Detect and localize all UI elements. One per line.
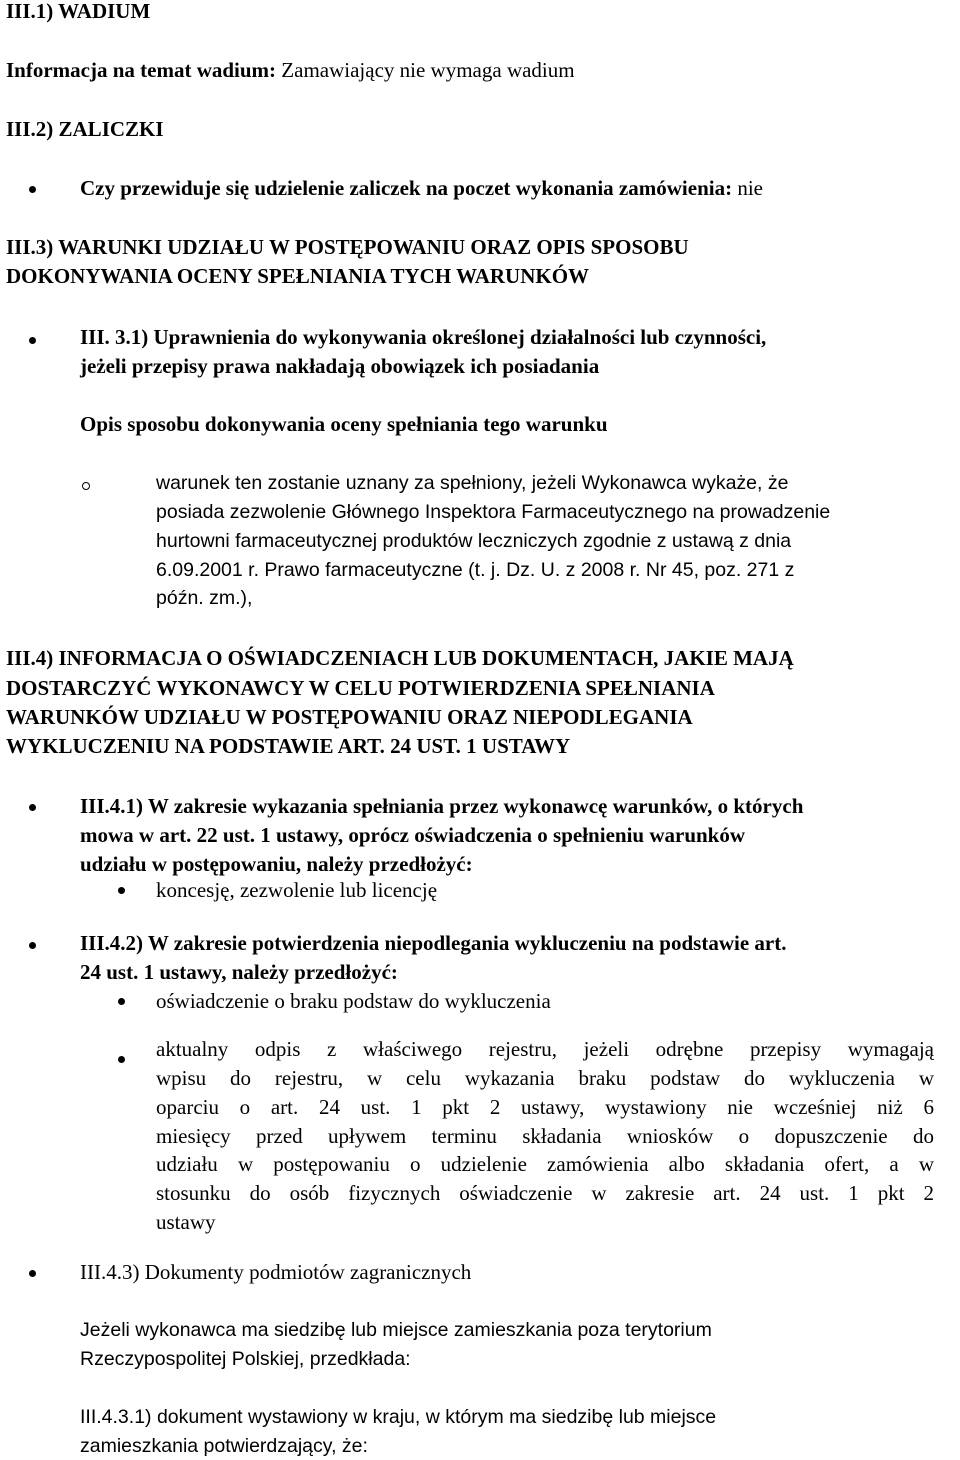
item-441-l2: mowa w art. 22 ust. 1 ustawy, oprócz oświadczenia o spełnieniu warunków xyxy=(80,823,746,847)
opis-sposobu: Opis sposobu dokonywania oceny spełniania tego warunku xyxy=(80,412,608,436)
section-heading-wadium: III.1) WADIUM xyxy=(6,0,151,23)
item-442-l1: III.4.2) W zakresie potwierdzenia niepodlegania wykluczeniu na podstawie art. xyxy=(80,931,787,955)
circle-bullet-icon xyxy=(82,482,90,490)
bullet-icon xyxy=(29,337,36,344)
condition-l3: hurtowni farmaceutycznej produktów leczniczych zgodnie z ustawą z dnia xyxy=(156,530,792,552)
section-heading-zaliczki: III.2) ZALICZKI xyxy=(6,117,164,141)
wadium-info-line xyxy=(6,56,575,84)
section-heading-informacja-l1: III.4) INFORMACJA O OŚWIADCZENIACH LUB DOKUMENTACH, JAKIE MAJĄ xyxy=(6,646,794,670)
wadium-value: Zamawiający nie wymaga wadium xyxy=(276,58,575,82)
section-heading-informacja-l3: WARUNKÓW UDZIAŁU W POSTĘPOWANIU ORAZ NIEPODLEGANIA xyxy=(6,705,693,729)
item-331-l1: III. 3.1) Uprawnienia do wykonywania określonej działalności lub czynności, xyxy=(80,325,767,349)
wadium-label: Informacja na temat wadium: xyxy=(6,58,277,82)
item-442-l2: 24 ust. 1 ustawy, należy przedłożyć: xyxy=(80,960,398,984)
item-442-sub2-l4: miesięcy przed upływem terminu składania wniosków o dopuszczenie do xyxy=(156,1124,934,1148)
zaliczki-line xyxy=(80,174,763,202)
section-heading-warunki-l1: III.3) WARUNKI UDZIAŁU W POSTĘPOWANIU ORAZ OPIS SPOSOBU xyxy=(6,235,689,259)
item-441-l3: udziału w postępowaniu, należy przedłożyć: xyxy=(80,852,473,876)
bullet-icon xyxy=(29,804,36,811)
section-heading-warunki-l2: DOKONYWANIA OCENY SPEŁNIANIA TYCH WARUNKÓW xyxy=(6,264,590,288)
item-4431-l1: III.4.3.1) dokument wystawiony w kraju, w którym ma siedzibę lub miejsce xyxy=(80,1406,717,1428)
condition-l1: warunek ten zostanie uznany za spełniony, jeżeli Wykonawca wykaże, że xyxy=(156,472,789,494)
item-442-sub1: oświadczenie o braku podstaw do wykluczenia xyxy=(156,989,551,1013)
item-442-sub2-l5: udziału w postępowaniu o udzielenie zamówienia albo składania ofert, a w xyxy=(156,1152,934,1176)
bullet-icon xyxy=(29,942,36,949)
item-331-l2: jeżeli przepisy prawa nakładają obowiązek ich posiadania xyxy=(80,354,600,378)
bullet-icon xyxy=(118,1056,125,1063)
item-4431-l2: zamieszkania potwierdzający, że: xyxy=(80,1435,368,1457)
zaliczki-label: Czy przewiduje się udzielenie zaliczek na poczet wykonania zamówienia: xyxy=(80,176,733,200)
item-443-p1-l1: Jeżeli wykonawca ma siedzibę lub miejsce zamieszkania poza terytorium xyxy=(80,1319,712,1341)
bullet-icon xyxy=(29,1270,36,1277)
item-443: III.4.3) Dokumenty podmiotów zagranicznych xyxy=(80,1260,472,1284)
item-442-sub2-l7: ustawy xyxy=(156,1210,216,1234)
item-442-sub2-l6: stosunku do osób fizycznych oświadczenie w zakresie art. 24 ust. 1 pkt 2 xyxy=(156,1181,934,1205)
bullet-icon xyxy=(29,186,36,193)
zaliczki-value: nie xyxy=(732,176,763,200)
condition-l2: posiada zezwolenie Głównego Inspektora Farmaceutycznego na prowadzenie xyxy=(156,501,831,523)
item-442-sub2-l1: aktualny odpis z właściwego rejestru, jeżeli odrębne przepisy wymagają xyxy=(156,1037,934,1061)
bullet-icon xyxy=(118,887,125,894)
item-441-l1: III.4.1) W zakresie wykazania spełniania przez wykonawcę warunków, o których xyxy=(80,794,804,818)
condition-l4: 6.09.2001 r. Prawo farmaceutyczne (t. j. Dz. U. z 2008 r. Nr 45, poz. 271 z xyxy=(156,559,795,581)
item-443-p1-l2: Rzeczypospolitej Polskiej, przedkłada: xyxy=(80,1348,411,1370)
bullet-icon xyxy=(118,998,125,1005)
section-heading-informacja-l4: WYKLUCZENIU NA PODSTAWIE ART. 24 UST. 1 USTAWY xyxy=(6,734,571,758)
condition-l5: późn. zm.), xyxy=(156,587,253,609)
item-442-sub2-l2: wpisu do rejestru, w celu wykazania braku podstaw do wykluczenia w xyxy=(156,1066,934,1090)
section-heading-informacja-l2: DOSTARCZYĆ WYKONAWCY W CELU POTWIERDZENIA SPEŁNIANIA xyxy=(6,676,715,700)
item-442-sub2-l3: oparciu o art. 24 ust. 1 pkt 2 ustawy, wystawiony nie wcześniej niż 6 xyxy=(156,1095,934,1119)
item-441-sub: koncesję, zezwolenie lub licencję xyxy=(156,878,438,902)
